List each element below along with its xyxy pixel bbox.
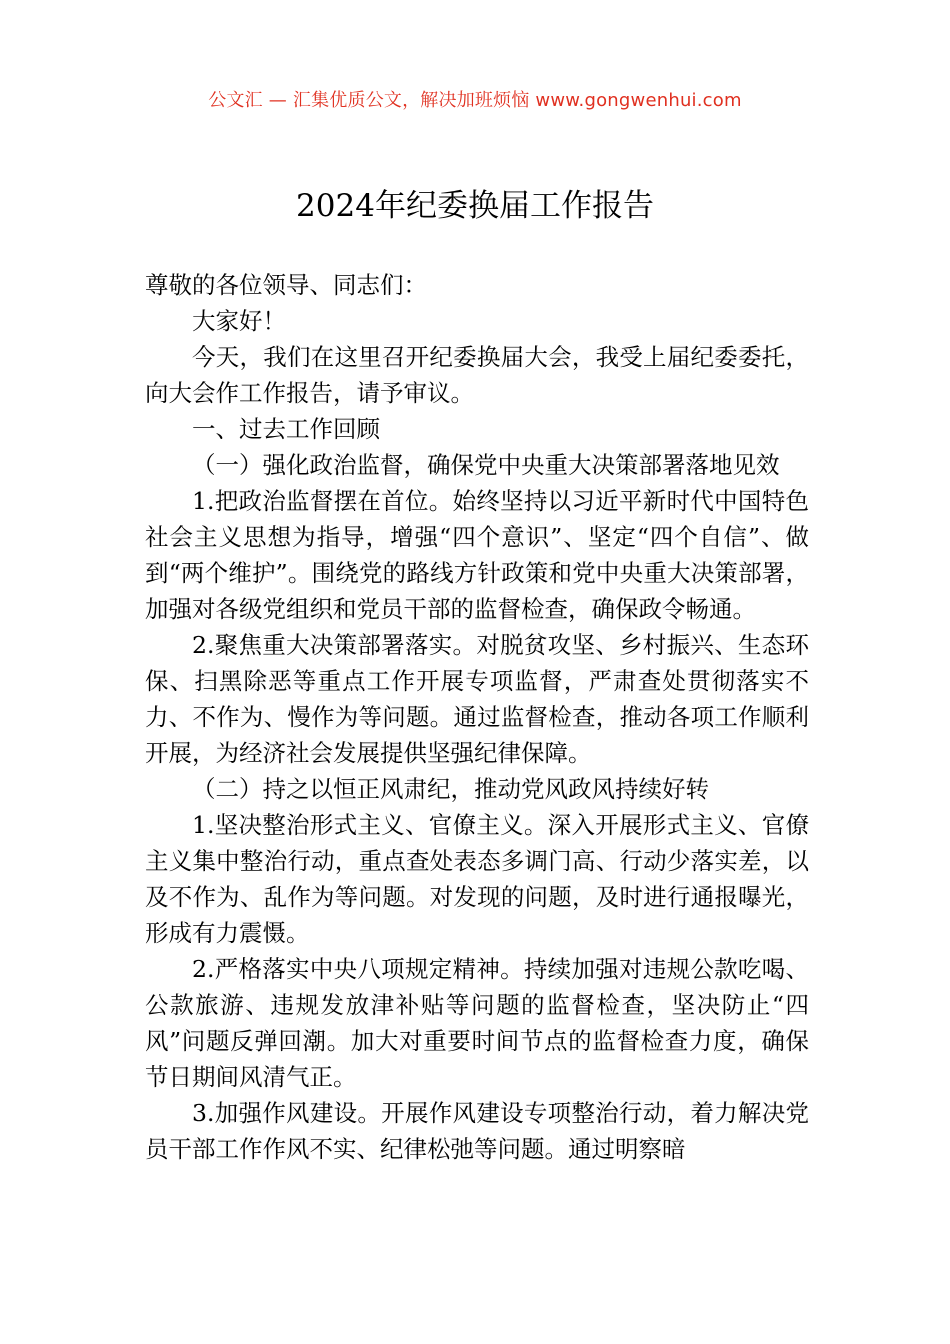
subsection-heading: （二）持之以恒正风肃纪，推动党风政风持续好转 <box>192 775 709 803</box>
paragraph: 今天，我们在这里召开纪委换届大会，我受上届纪委委托，向大会作工作报告，请予审议。 <box>145 343 809 407</box>
subsection-heading: （一）强化政治监督，确保党中央重大决策部署落地见效 <box>192 451 780 479</box>
header-banner: 公文汇 — 汇集优质公文，解决加班烦恼 www.gongwenhui.com <box>208 90 742 111</box>
paragraph: 2.严格落实中央八项规定精神。持续加强对违规公款吃喝、公款旅游、违规发放津补贴等问题的监督检查，坚决防止“四风”问题反弹回潮。加大对重要时间节点的监督检查力度，确保节日期间风清气正。 <box>145 955 809 1091</box>
paragraph: 2.聚焦重大决策部署落实。对脱贫攻坚、乡村振兴、生态环保、扫黑除恶等重点工作开展专项监督，严肃查处贯彻落实不力、不作为、慢作为等问题。通过监督检查，推动各项工作顺利开展，为经济社会发展提供坚强纪律保障。 <box>145 631 809 767</box>
paragraph: 1.把政治监督摆在首位。始终坚持以习近平新时代中国特色社会主义思想为指导，增强“四个意识”、坚定“四个自信”、做到“两个维护”。围绕党的路线方针政策和党中央重大决策部署，加强对各级党组织和党员干部的监督检查，确保政令畅通。 <box>145 487 809 623</box>
paragraph: 大家好！ <box>192 307 286 335</box>
document-title: 2024年纪委换届工作报告 <box>296 188 654 224</box>
salutation: 尊敬的各位领导、同志们： <box>145 271 427 299</box>
paragraph: 1.坚决整治形式主义、官僚主义。深入开展形式主义、官僚主义集中整治行动，重点查处表态多调门高、行动少落实差，以及不作为、乱作为等问题。对发现的问题，及时进行通报曝光，形成有力震慑。 <box>145 811 809 947</box>
document-body <box>145 267 809 1167</box>
paragraph: 3.加强作风建设。开展作风建设专项整治行动，着力解决党员干部工作作风不实、纪律松弛等问题。通过明察暗 <box>145 1099 809 1163</box>
section-heading: 一、过去工作回顾 <box>192 415 380 443</box>
